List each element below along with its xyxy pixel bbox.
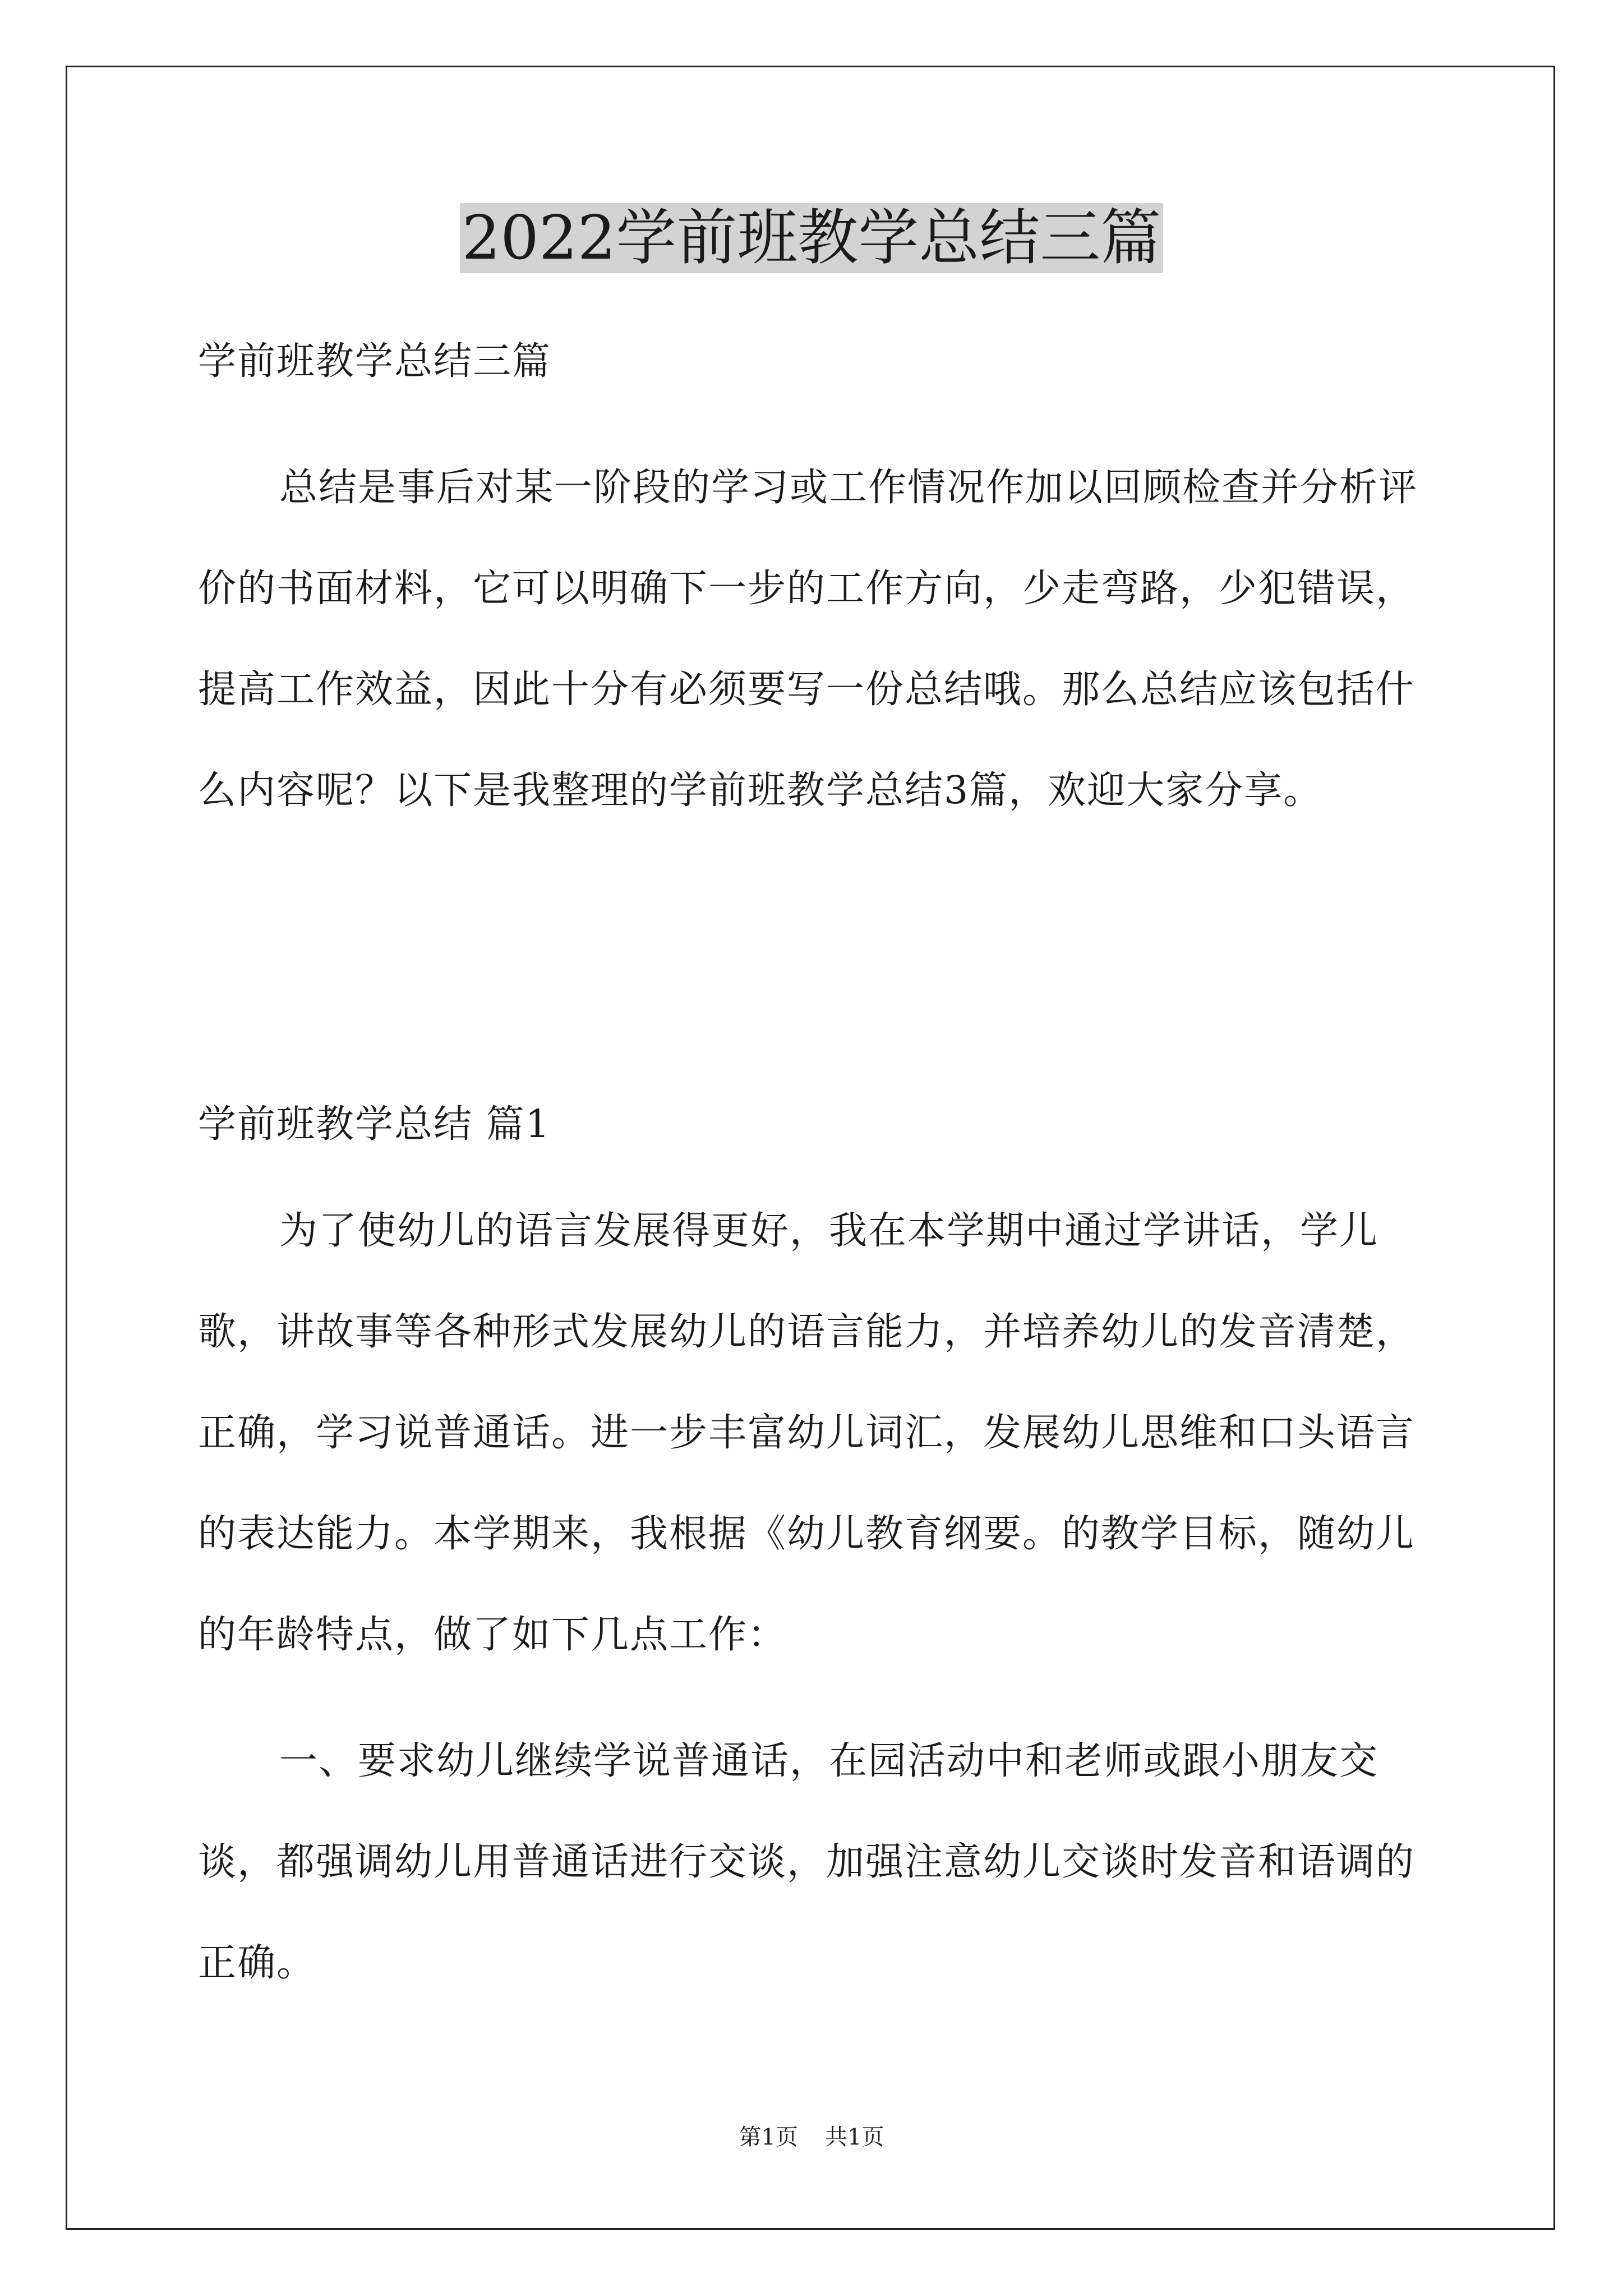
document-subtitle: 学前班教学总结三篇 (198, 339, 552, 384)
intro-paragraph: 总结是事后对某一阶段的学习或工作情况作加以回顾检查并分析评价的书面材料，它可以明确下一步的工作方向，少走弯路，少犯错误，提高工作效益，因此十分有必须要写一份总结哦。那么总结应该包括什么内容呢？以下是我整理的学前班教学总结3篇，欢迎大家分享。 (198, 466, 1418, 813)
section-heading: 学前班教学总结 篇1 (198, 1102, 551, 1147)
section-paragraph: 一、要求幼儿继续学说普通话，在园活动中和老师或跟小朋友交谈，都强调幼儿用普通话进行交谈，加强注意幼儿交谈时发音和语调的正确。 (198, 1739, 1415, 1985)
page-number: 第1页 (739, 2124, 798, 2150)
page-total: 共1页 (825, 2124, 884, 2150)
document-title (0, 202, 1623, 275)
section-paragraph: 为了使幼儿的语言发展得更好，我在本学期中通过学讲话，学儿歌，讲故事等各种形式发展幼儿的语言能力，并培养幼儿的发音清楚，正确，学习说普通话。进一步丰富幼儿词汇，发展幼儿思维和口头语言的表达能力。本学期来，我根据《幼儿教育纲要。的教学目标，随幼儿的年龄特点，做了如下几点工作： (198, 1209, 1415, 1657)
document-title-text: 2022学前班教学总结三篇 (460, 203, 1164, 273)
page-footer (0, 2120, 1623, 2154)
